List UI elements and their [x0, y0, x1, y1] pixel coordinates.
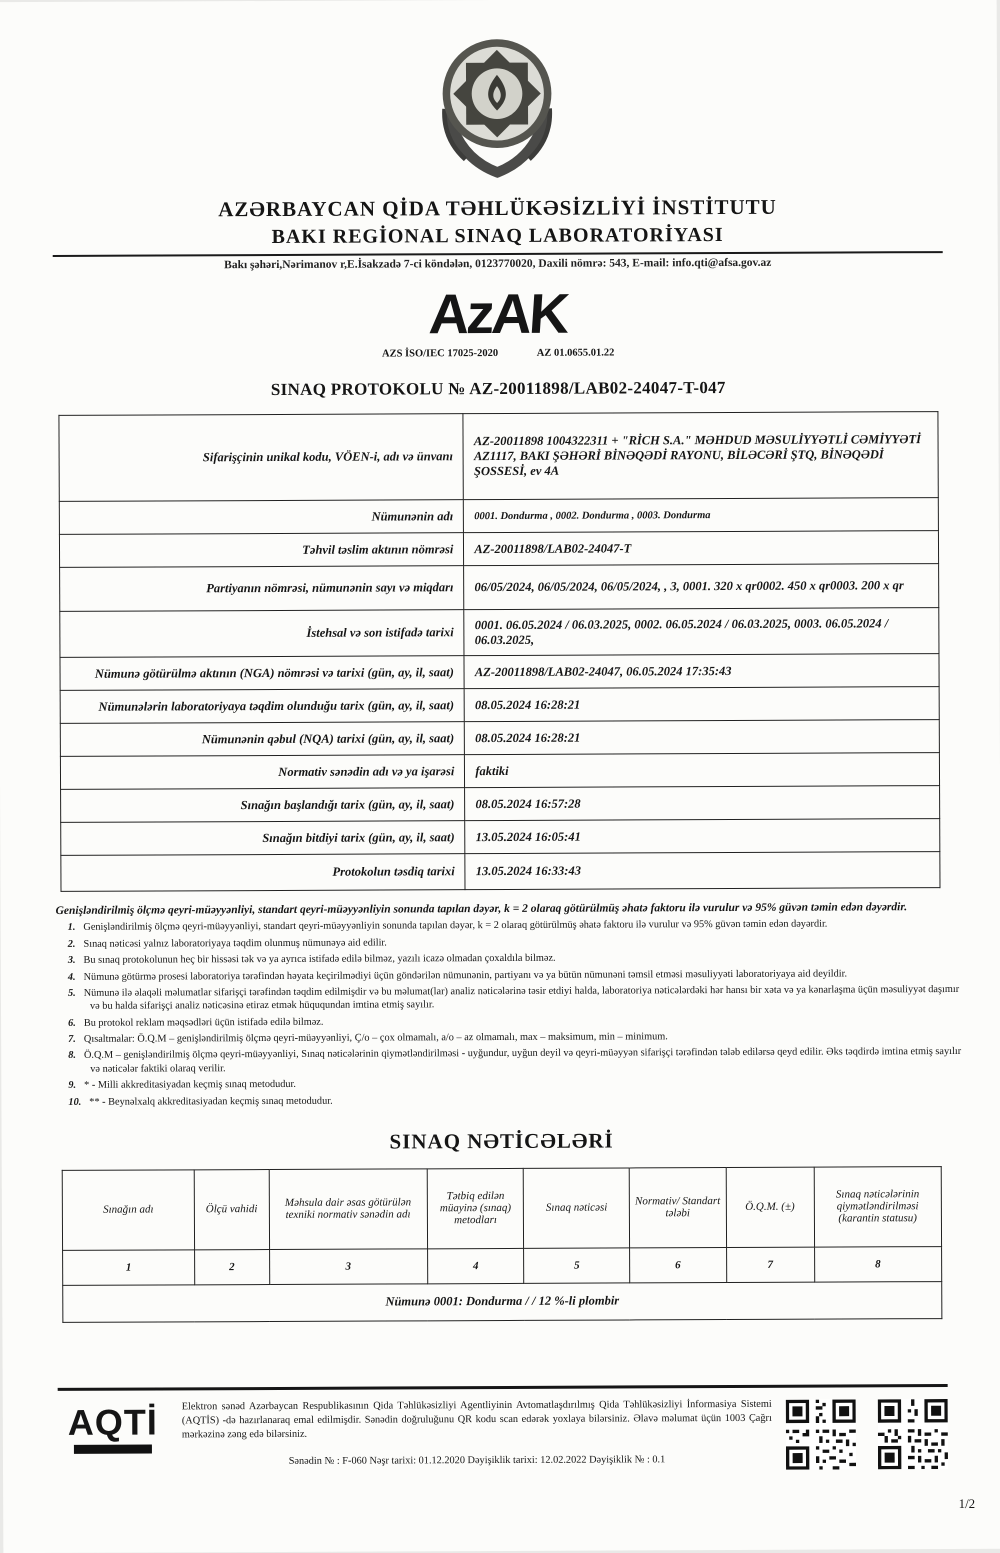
results-number-row: [63, 1246, 942, 1285]
footer-doc-line: Sənədin № : F-060 Nəşr tarixi: 01.12.2020 Dəyişiklik tarixi: 12.02.2022 Dəyişiklik № : 0.1: [288, 1453, 666, 1467]
note-item: [56, 983, 961, 1014]
table-row: [61, 852, 940, 892]
page-number: 1/2: [958, 1495, 976, 1512]
row-label: Protokolun təsdiq tarixi: [61, 854, 465, 892]
qr-codes: [786, 1397, 948, 1470]
aqti-logo: [58, 1400, 168, 1453]
row-value: 13.05.2024 16:05:41: [465, 819, 940, 854]
results-table: [62, 1166, 943, 1323]
table-row: [60, 753, 939, 790]
row-label: Nümunənin qəbul (NQA) tarixi (gün, ay, il, saat): [60, 722, 464, 757]
row-label: Nümunənin adı: [59, 500, 463, 535]
row-value: 13.05.2024 16:33:43: [465, 852, 940, 890]
column-number: 1: [63, 1250, 195, 1286]
note-number: 4.: [67, 971, 76, 983]
row-label: Sifarişçinin unikal kodu, VÖEN-i, adı və ünvanı: [59, 414, 464, 502]
footer-paragraph: Elektron sənəd Azərbaycan Respublikasının Qida Təhlükəsizliyi Agentliyinin Avtomatlaşdırılmış Qida Təhlükəsizliyi İnformasiya Sistemi (AQTİS) -də hazırlanaraq emal edilmişdir. Sənədin doğruluğunu QR kodu scan edərək yoxlaya bilərsiniz. Əlavə məlumat üçün 1003 Çağrı mərkəzinə zəng edə bilərsiniz.: [181, 1398, 772, 1441]
aqti-logo-bar: [74, 1445, 152, 1454]
header-emblem-wrap: [52, 24, 943, 188]
footer-text-block: [168, 1398, 786, 1467]
qr-code-icon: [878, 1399, 948, 1469]
results-header-row: [62, 1166, 941, 1250]
protocol-title: SINAQ PROTOKOLU № AZ-20011898/LAB02-24047-T-047: [270, 378, 726, 399]
column-number: 4: [427, 1248, 524, 1283]
note-item: [56, 1075, 961, 1092]
footer: [58, 1384, 948, 1473]
note-number: 8.: [68, 1050, 76, 1062]
azak-logo: AzAK: [427, 281, 569, 346]
column-header: Məhsula dair əsas götürülən texniki normativ sənədin adı: [269, 1169, 428, 1250]
note-number: 10.: [68, 1096, 82, 1108]
note-text: * - Milli akkreditasiyadan keçmiş sınaq metodudur.: [84, 1079, 297, 1091]
table-row: [59, 531, 938, 568]
note-text: Nümunə götürmə prosesi laboratoriya tərəfindən həyata keçirilmədiyi üçün göndərilən nümunənin, partiyanı və ya bütün nümunəni təmsil etməsi məsuliyyəti laboratoriyaya aid deyildir.: [83, 967, 848, 983]
row-label: Təhvil təslim aktının nömrəsi: [59, 533, 463, 568]
table-row: [60, 720, 939, 757]
row-value: faktiki: [465, 753, 940, 788]
note-number: 7.: [68, 1033, 76, 1045]
address-line: Bakı şəhəri,Nərimanov r,E.İsakzadə 7-ci köndələn, 0123770020, Daxili nömrə: 543, E-mail: info.qti@afsa.gov.az: [224, 256, 772, 272]
laboratory-name: BAKI REGİONAL SINAQ LABORATORİYASI: [271, 224, 724, 248]
aqti-logo-text: AQTİ: [67, 1401, 158, 1443]
institute-name: AZƏRBAYCAN QİDA TƏHLÜKƏSİZLİYİ İNSTİTUTU: [218, 194, 777, 222]
protocol-info-table: [58, 411, 940, 892]
table-row: [59, 412, 938, 502]
column-number: 6: [629, 1247, 726, 1282]
table-row: [59, 498, 938, 535]
note-item: [56, 966, 961, 983]
row-label: Sınağın başlandığı tarix (gün, ay, il, saat): [61, 788, 465, 823]
table-row: [61, 819, 940, 856]
accreditation-number: AZ 01.0655.01.22: [536, 347, 615, 359]
row-label: Nümunə götürülmə aktının (NGA) nömrəsi və tarixi (gün, ay, il, saat): [60, 656, 464, 691]
column-header: Tətbiq edilən müayinə (sınaq) metodları: [427, 1168, 524, 1248]
row-value: AZ-20011898/LAB02-24047-T: [464, 531, 939, 566]
table-row: [60, 564, 939, 612]
note-text: Ö.Q.M – genişləndirilmiş ölçmə qeyri-müəyyənliyi, Sınaq nəticələrinin qiymətləndirilməsi - uyğundur, uyğun deyil və qeyri-müəyyən sifarişçi tərəfindən tələb edilərsə qeyd edilir. Əks təqdirdə imtina etmiş sayılır və nəticələr faktiki olaraq verilir.: [83, 1046, 962, 1075]
row-value: 08.05.2024 16:28:21: [465, 720, 940, 755]
table-row: [60, 687, 939, 724]
note-number: 5.: [67, 987, 76, 999]
note-text: Bu protokol reklam məqsədləri üçün istifadə edilə bilməz.: [83, 1016, 324, 1029]
note-text: Nümunə ilə əlaqəli məlumatlar sifarişçi tərəfindən təqdim edilmişdir və bu məlumat(lar) analiz nəticələrinə təsir etdiyi halda, laboratoriya nəticələrdəki hər hansı bir xəta və ya kənarlaşma üçün məsuliyyət daşımır və bu halda sifarişçi analiz nəticəsinə etiraz etmək hüququndan imtina etmiş sayılır.: [83, 983, 960, 1013]
row-value: 08.05.2024 16:57:28: [465, 786, 940, 821]
column-header: Ö.Q.M. (±): [726, 1167, 814, 1247]
row-value: AZ-20011898/LAB02-24047, 06.05.2024 17:35:43: [464, 654, 939, 689]
row-value: 08.05.2024 16:28:21: [464, 687, 939, 722]
note-item: [56, 1091, 961, 1108]
note-text: Bu sınaq protokolunun heç bir hissəsi tək və ya ayrıca istifadə edilə bilməz, yazılı icazə olmadan çoxaldıla bilməz.: [83, 952, 556, 966]
column-header: Sınaq nəticələrinin qiymətləndirilməsi (karantin statusu): [814, 1166, 942, 1247]
column-header: Sınaq nəticəsi: [524, 1168, 630, 1248]
column-number: 2: [194, 1249, 269, 1284]
row-value: 0001. 06.05.2024 / 06.03.2025, 0002. 06.05.2024 / 06.03.2025, 0003. 06.05.2024 / 06.03.2025,: [464, 608, 939, 656]
accreditation-standard: AZS İSO/IEC 17025-2020: [381, 348, 499, 360]
column-header: Sınağın adı: [62, 1170, 194, 1251]
table-row: [60, 654, 939, 691]
column-number: 5: [524, 1248, 630, 1283]
note-text: Genişləndirilmiş ölçmə qeyri-müəyyənliyi, standart qeyri-müəyyənliyin sonunda tapılan dəyər, k = 2 olaraq götürülmüş əhatə faktoru ilə vurulur və 95% güvən təmin edən dəyərdir.: [83, 918, 828, 934]
table-row: [61, 786, 940, 823]
qr-code-icon: [786, 1399, 856, 1469]
sample-row: [63, 1281, 942, 1322]
note-item: [56, 934, 961, 951]
note-item: [56, 950, 961, 967]
note-item: [56, 917, 961, 934]
note-text: Sınaq nəticəsi yalnız laboratoriyaya təqdim olunmuş nümunəyə aid edilir.: [83, 937, 387, 950]
row-label: Sınağın bitdiyi tarix (gün, ay, il, saat): [61, 821, 465, 856]
note-number: 9.: [68, 1079, 77, 1092]
note-text: ** - Beynəlxalq akkreditasiyadan keçmiş sınaq metodudur.: [89, 1095, 333, 1108]
note-number: 1.: [67, 922, 76, 934]
row-label: Partiyanın nömrəsi, nümunənin sayı və miqdarı: [60, 566, 465, 612]
note-number: 3.: [67, 954, 76, 967]
row-label: Nümunələrin laboratoriyaya təqdim olunduğu tarix (gün, ay, il, saat): [60, 689, 464, 724]
note-number: 6.: [68, 1017, 76, 1029]
accreditation-line: [53, 346, 943, 361]
column-number: 3: [269, 1249, 427, 1285]
notes-intro: Genişləndirilmiş ölçmə qeyri-müəyyənliyi, standart qeyri-müəyyənliyin sonunda tapılan dəyər, k = 2 olaraq götürülmüş əhatə faktoru ilə vurulur və 95% güvən təmin edən dəyərdir.: [55, 901, 908, 917]
column-header: Ölçü vahidi: [194, 1169, 269, 1249]
note-item: [56, 1013, 961, 1030]
row-label: İstehsal və son istifadə tarixi: [60, 610, 465, 658]
column-number: 8: [814, 1246, 942, 1282]
table-row: [60, 608, 939, 658]
results-title: SINAQ NƏTİCƏLƏRİ: [389, 1128, 614, 1154]
row-value: AZ-20011898 1004322311 + "RİCH S.A." MƏHDUD MƏSULİYYƏTLİ CƏMİYYƏTİ AZ1117, BAKI ŞƏHƏRİ BİNƏQƏDİ RAYONU, BİLƏCƏRİ ŞTQ, BİNƏQƏDİ ŞOSSESİ, ev 4A: [463, 412, 938, 500]
row-value: 06/05/2024, 06/05/2024, 06/05/2024, , 3, 0001. 320 x qr0002. 450 x qr0003. 200 x qr: [464, 564, 939, 610]
note-item: [56, 1029, 961, 1046]
row-value: 0001. Dondurma , 0002. Dondurma , 0003. Dondurma: [464, 498, 939, 533]
sample-row-text: Nümunə 0001: Dondurma / / 12 %-li plombir: [63, 1281, 942, 1322]
row-label: Normativ sənədin adı və ya işarəsi: [60, 755, 464, 790]
column-number: 7: [726, 1247, 814, 1282]
column-header: Normativ/ Standart tələbi: [629, 1167, 726, 1247]
note-number: 2.: [67, 938, 76, 950]
note-text: Qısaltmalar: Ö.Q.M – genişləndirilmiş ölçmə qeyri-müəyyənliyi, Ç/o – çox olmamalı, a/o – az olmamalı, max – maksimum, min – minimum.: [83, 1031, 668, 1045]
note-item: [56, 1045, 961, 1076]
notes-section: [56, 900, 962, 1109]
azerbaijan-emblem-icon: [422, 26, 573, 182]
